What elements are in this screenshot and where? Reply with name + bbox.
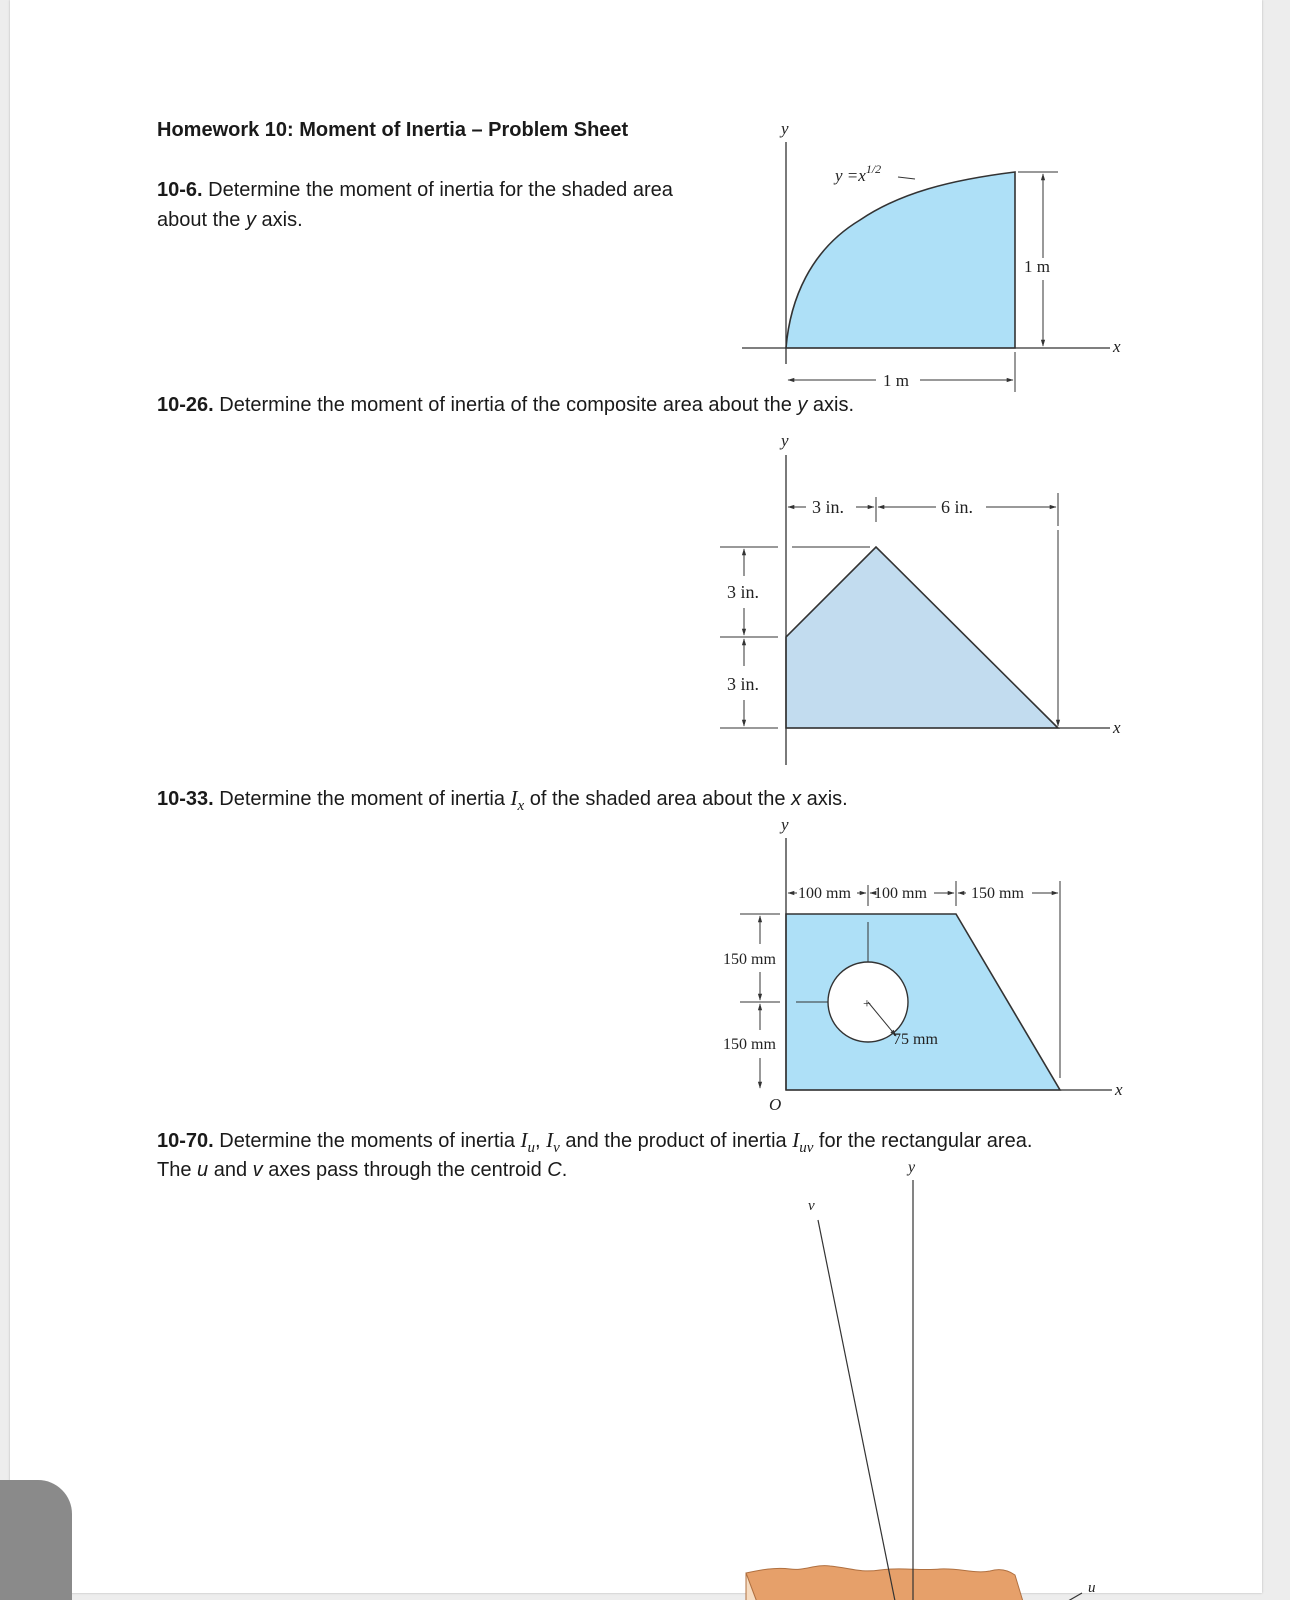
separator: , [535, 1130, 547, 1152]
problem-text: and the product of inertia [559, 1130, 793, 1152]
y-axis-label: y [781, 119, 789, 138]
v-axis-label: v [808, 1198, 815, 1214]
problem-text: axis. [801, 788, 848, 810]
problem-text: and [208, 1159, 253, 1181]
problem-text: Determine the moment of inertia [213, 788, 511, 810]
curve-base: y =x [835, 166, 866, 185]
dim-radius-label: 75 mm [893, 1031, 938, 1048]
variable: C [547, 1159, 562, 1181]
problem-number: 10-26. [157, 394, 214, 416]
center-mark: + [863, 997, 871, 1012]
variable: u [197, 1159, 209, 1181]
problem-text: axes pass through the centroid [262, 1159, 548, 1181]
dim-width-label: 1 m [883, 371, 909, 390]
symbol: I [546, 1128, 554, 1152]
dim-top-1-label: 100 mm [798, 885, 851, 902]
x-axis-label: x [1113, 337, 1121, 356]
problem-text: of the shaded area about the [524, 788, 792, 810]
v-axis [818, 1220, 913, 1600]
subscript: x [517, 798, 525, 814]
problem-text: Determine the moment of inertia for the shaded area [202, 179, 673, 201]
dim-top-2-label: 100 mm [874, 885, 927, 902]
problem-text: Determine the moment of inertia of the composite area about the [213, 394, 798, 416]
symbol: I [510, 786, 518, 810]
problem-text: axis. [807, 394, 855, 416]
x-axis-label: x [1115, 1080, 1123, 1099]
dim-side-upper-label: 3 in. [727, 582, 760, 602]
problem-number: 10-6. [157, 179, 203, 201]
dim-top-right-label: 6 in. [941, 497, 974, 517]
subscript: uv [799, 1140, 814, 1156]
problem-number: 10-70. [157, 1130, 214, 1152]
dim-side-lower-label: 3 in. [727, 674, 760, 694]
problem-text: The [157, 1159, 198, 1181]
problem-text: Determine the moments of inertia [213, 1130, 521, 1152]
plate-top-face [746, 1566, 1040, 1600]
symbol: I [520, 1128, 528, 1152]
problem-text: for the rectangular area. [813, 1130, 1033, 1152]
dim-side-lower-label: 150 mm [723, 1036, 776, 1053]
dim-height-label: 1 m [1024, 257, 1050, 276]
y-axis-label: y [908, 1159, 916, 1176]
problem-text: axis. [255, 209, 303, 231]
problem-text: about the [157, 209, 246, 231]
u-axis-label: u [1088, 1580, 1096, 1596]
problem-number: 10-33. [157, 788, 214, 810]
dim-side-upper-label: 150 mm [723, 951, 776, 968]
subscript: v [553, 1140, 560, 1156]
dim-top-3-label: 150 mm [971, 885, 1024, 902]
origin-label: O [769, 1095, 782, 1114]
page-title: Homework 10: Moment of Inertia – Problem Sheet [157, 119, 629, 141]
variable: y [797, 394, 808, 416]
variable: y [245, 209, 256, 231]
symbol: I [792, 1128, 800, 1152]
curve-exponent: 1/2 [865, 162, 882, 176]
y-axis-label: y [781, 815, 789, 834]
variable: v [252, 1159, 263, 1181]
variable: x [791, 788, 802, 810]
x-axis-label: x [1113, 718, 1121, 737]
dim-top-left-label: 3 in. [812, 497, 845, 517]
problem-text: . [561, 1159, 568, 1181]
subscript: u [527, 1140, 536, 1156]
y-axis-label: y [781, 431, 789, 450]
